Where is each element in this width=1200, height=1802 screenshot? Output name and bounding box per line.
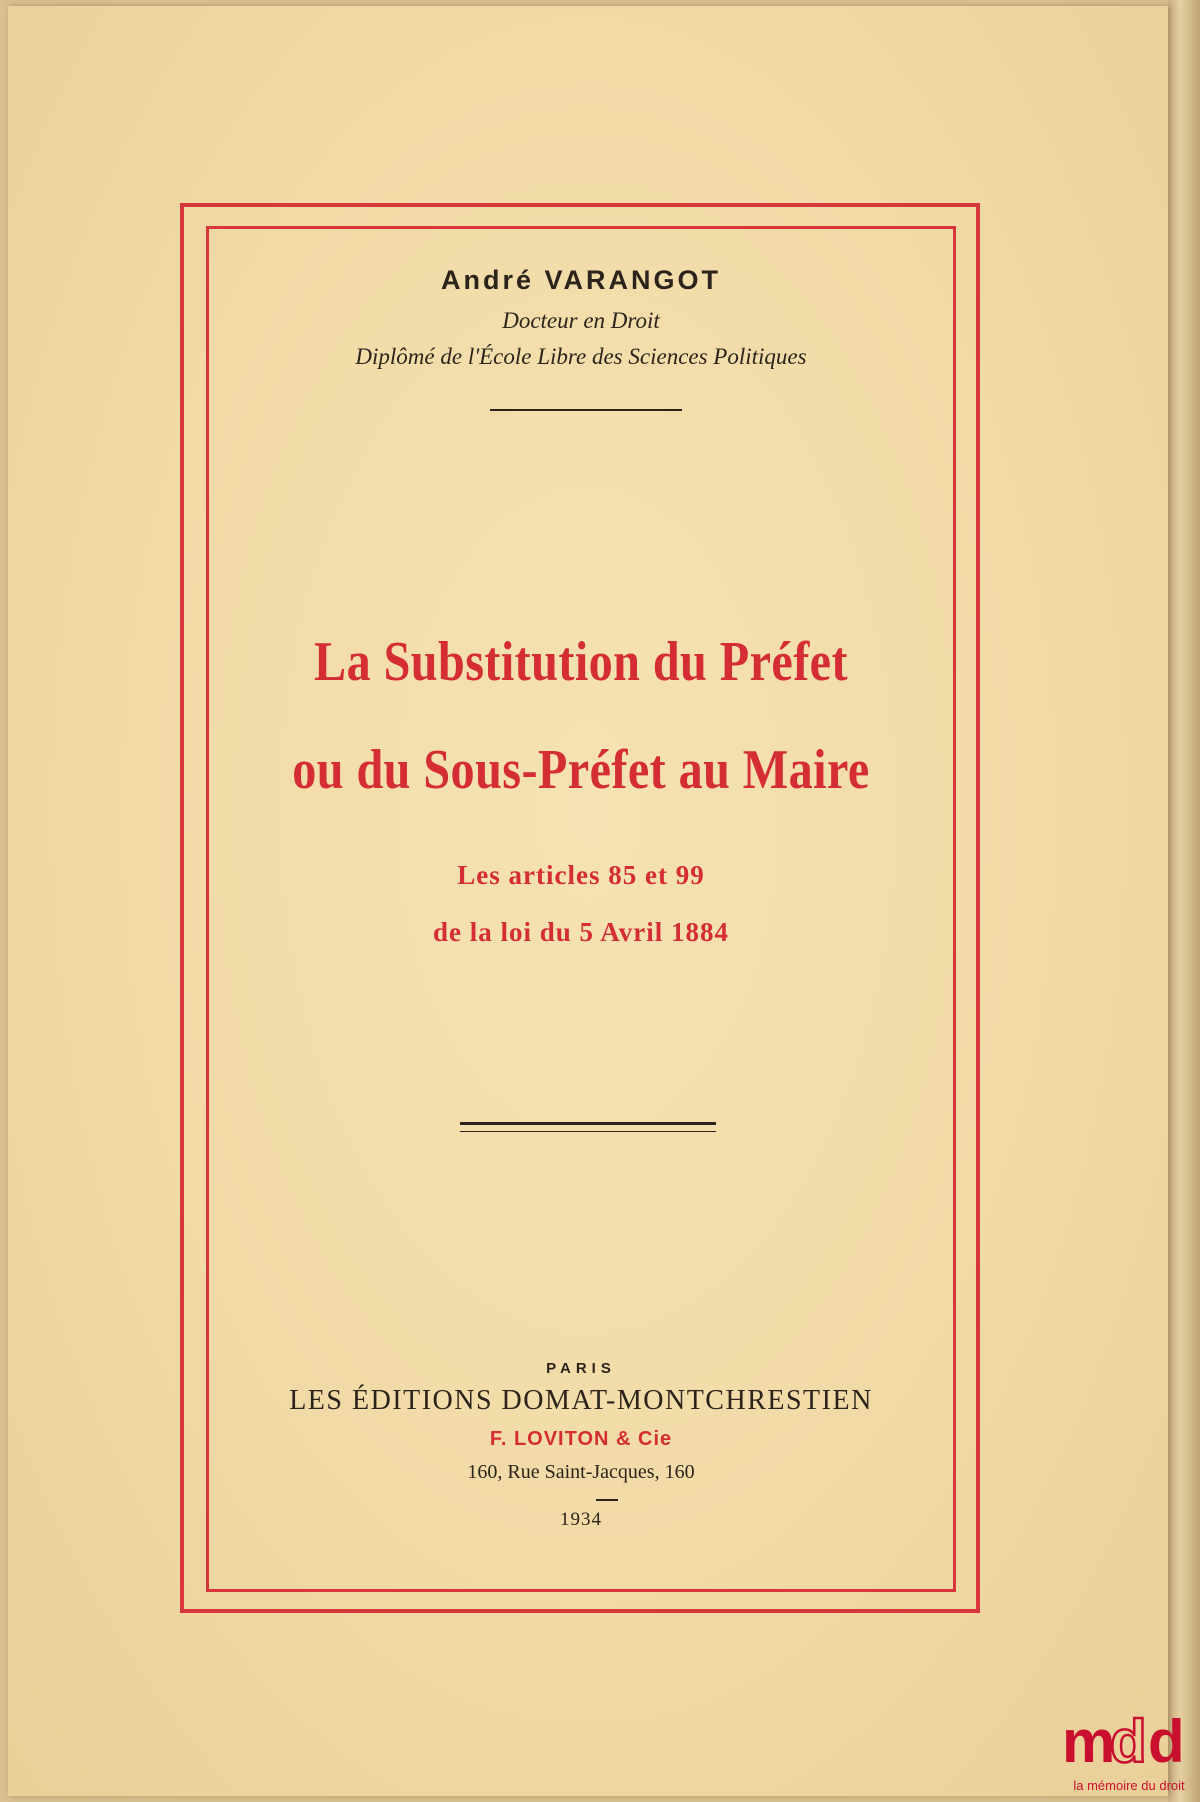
book-subtitle-line: de la loi du 5 Avril 1884: [432, 917, 730, 947]
svg-text:d: d: [1148, 1708, 1181, 1775]
double-rule-thick: [460, 1122, 716, 1125]
publication-year: 1934: [560, 1509, 602, 1530]
svg-text:m: m: [1062, 1708, 1112, 1775]
divider-rule: [490, 409, 682, 411]
svg-text:d: d: [1110, 1708, 1143, 1775]
author-credential: Diplômé de l'École Libre des Sciences Politiques: [355, 344, 807, 369]
publisher-address: 160, Rue Saint-Jacques, 160: [467, 1461, 695, 1483]
author-credential: Docteur en Droit: [502, 308, 660, 333]
publisher-imprint: F. LOVITON & Cie: [489, 1428, 673, 1450]
watermark-tagline: la mémoire du droit: [1073, 1778, 1185, 1793]
book-subtitle-line: Les articles 85 et 99: [457, 860, 705, 890]
book-title-line: La Substitution du Préfet: [314, 631, 848, 693]
publisher-name: LES ÉDITIONS DOMAT-MONTCHRESTIEN: [289, 1385, 873, 1416]
author-name: André VARANGOT: [440, 265, 721, 295]
page-edge-strip: [1168, 0, 1200, 1802]
publisher-city: PARIS: [546, 1360, 616, 1377]
short-dash-rule: [596, 1499, 618, 1501]
watermark-logo: [1058, 1700, 1200, 1802]
mdd-logo-icon: [1058, 1700, 1200, 1776]
book-title-line: ou du Sous-Préfet au Maire: [292, 739, 870, 801]
double-rule-thin: [460, 1131, 716, 1132]
